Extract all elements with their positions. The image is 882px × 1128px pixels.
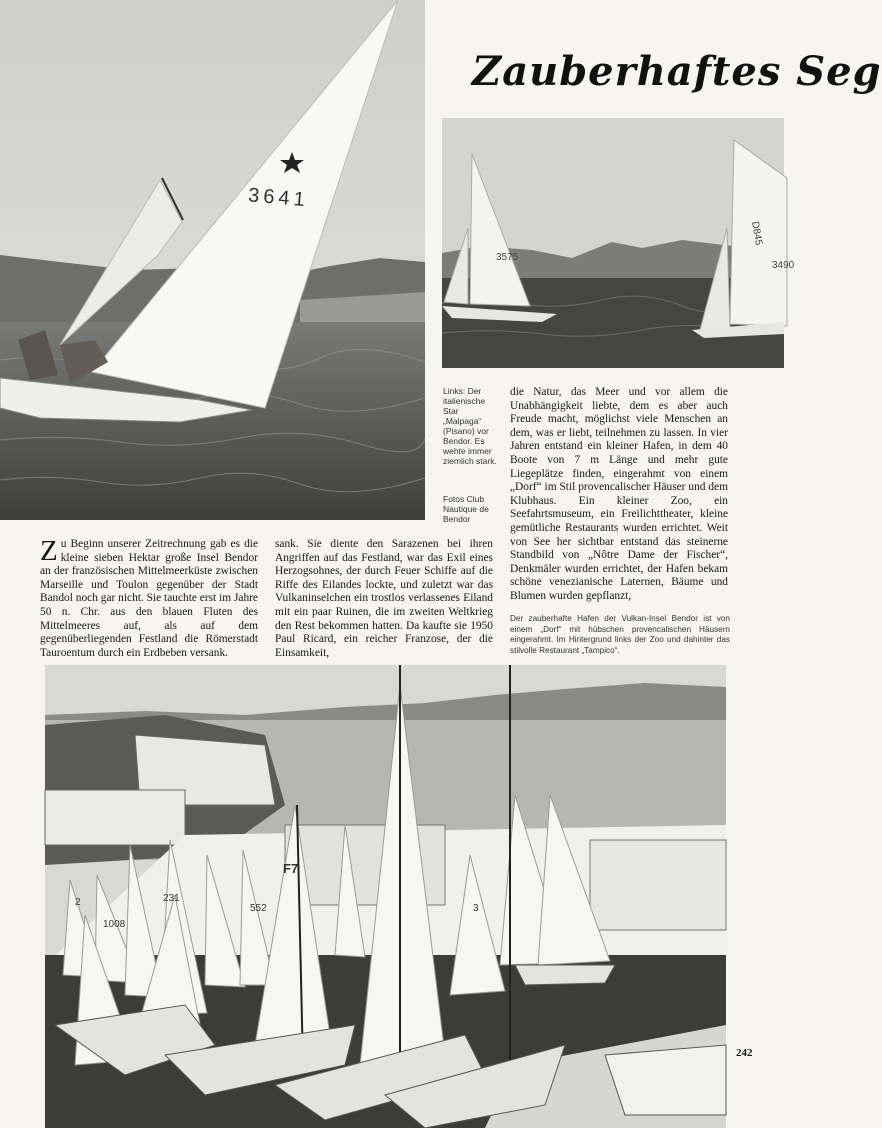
sail-number-label: 231	[163, 893, 180, 904]
caption-harbor: Der zauberhafte Hafen der Vulkan-Insel Bendor ist von einem „Dorf“ mit hübschen provencalischen Häusern eingerahmt. Im Hintergrund links der Zoo und dahinter das stilvolle Restaurant „Tampico“.	[510, 614, 730, 655]
sail-number-label: 1008	[103, 919, 126, 930]
sail-number-label: 3575	[496, 252, 519, 263]
sail-number-label: D845	[749, 220, 765, 247]
photo-two-boats	[442, 118, 795, 368]
body-column-2: sank. Sie diente den Sarazenen bei ihren Angriffen auf das Festland, war das Exil eines Herzogsohnes, der durch Feuer Schiffe auf die Riffe des Eilandes lockte, und zuletzt war das Vulkaninselchen ein trostlos verlassenes Eiland mit ein paar Ruinen, die im zweiten Weltkrieg den Rest bekommen hatten. Da kaufte sie 1950 Paul Ricard, ein reicher Franzose, der die Einsamkeit,	[275, 538, 493, 659]
page-number: 242	[736, 1047, 753, 1059]
sail-number-label: F7	[283, 861, 299, 876]
photo-credits: Fotos Club Nautique de Bendor	[443, 494, 489, 524]
body-column-3: die Natur, das Meer und vor allem die Unabhängigkeit liebte, dem es aber auch Freude macht, möglichst viele Menschen an dem, was er liebt, teilnehmen zu lassen. In vier Jahren entstand ein kleiner Hafen, in dem 40 Boote von 7 m Länge und mehr gute Liegeplätze finden, eingerahmt von einem „Dorf“ im Stil provencalischer Häuser und dem Klubhaus. Ein kleiner Zoo, ein Seefahrtsmuseum, ein Freilichttheater, kleine gemütliche Restaurants wurden errichtet. Weit von See her sichtbar entstand das steinerne Standbild von „Nôtre Dame der Fischer“, Denkmäler wurden errichtet, der Hafen bekam schöne venezianische Laternen, Bäume und Blumen wurden gepflanzt,	[510, 386, 728, 602]
article-title: Zauberhaftes Seg	[472, 48, 882, 95]
sail-number-label: 552	[250, 903, 267, 914]
caption-left: Links: Der italienische Star „Malpaga“ (Pisano) vor Bendor. Es wehte immer ziemlich stark.	[443, 386, 497, 466]
sail-number-label: 3	[473, 903, 479, 914]
sail-number-label: 3490	[772, 260, 795, 271]
sail-number-label: 2	[75, 897, 81, 908]
photo-star-boat	[0, 0, 425, 520]
body-column-1-text: u Beginn unserer Zeitrechnung gab es die kleine sieben Hektar große Insel Bendor an der französischen Mittelmeerküste zwischen Marseille und Toulon gegenüber der Stadt Bandol noch gar nicht. Sie tauchte erst im Jahre 50 n. Chr. aus den blauen Fluten des Mittelmeeres auf, als auf dem gegenüberliegenden Festland die Römerstadt Tauroentum durch ein Erdbeben versank.	[40, 538, 258, 659]
body-column-1	[40, 535, 258, 660]
photo-harbor	[45, 665, 726, 1128]
dropcap: Z	[40, 535, 58, 567]
sail-number-label: 3641	[247, 184, 310, 212]
